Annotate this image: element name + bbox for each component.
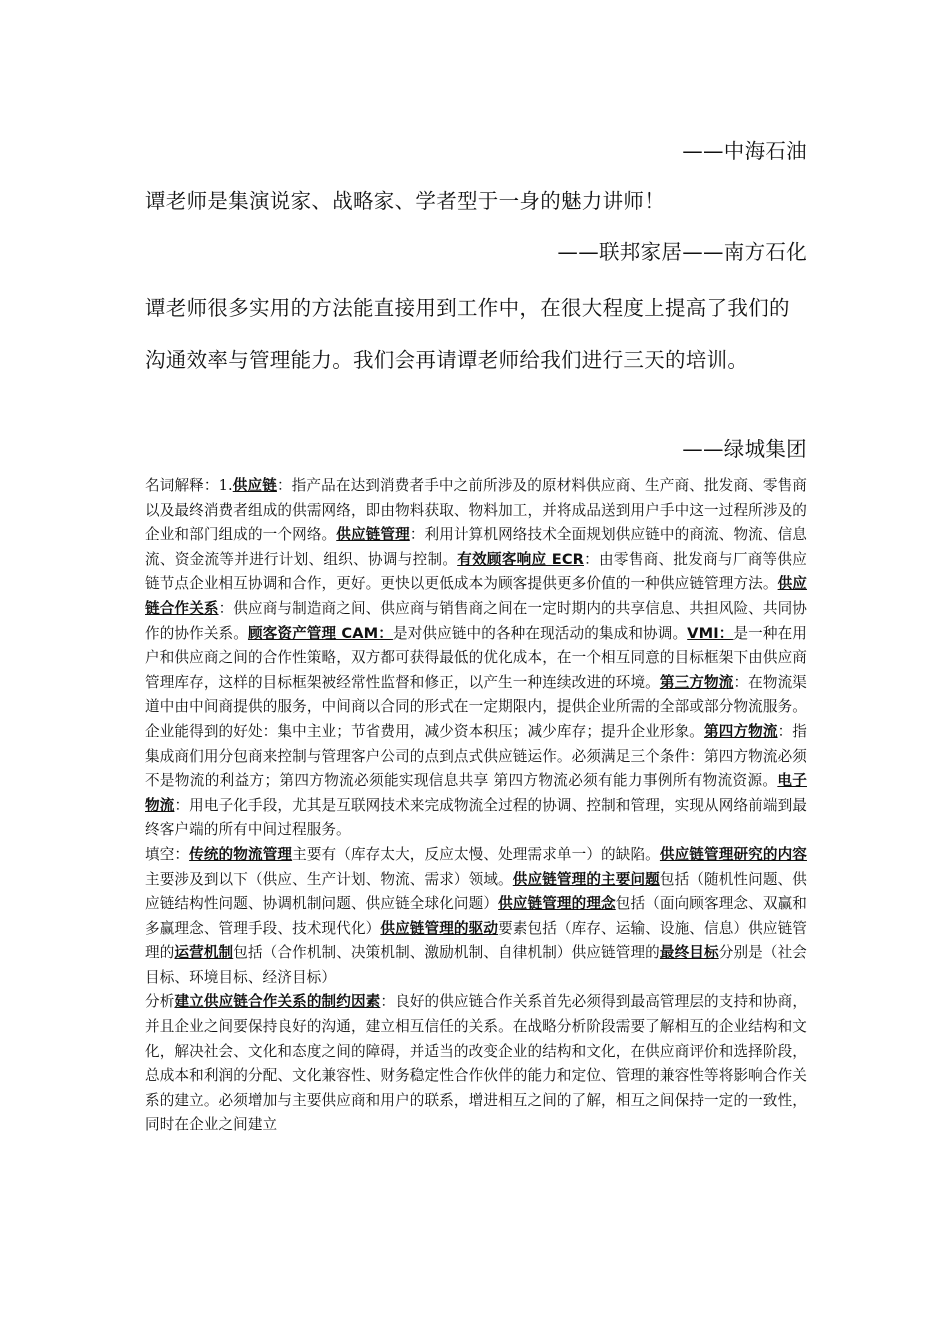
text: 包括（面向顾客理念、双赢和多赢理念、管理手段、技术现代化）: [145, 895, 807, 937]
term-traditional-logistics: 传统的物流管理: [189, 845, 293, 863]
term-scm: 供应链管理: [336, 526, 410, 544]
text: 包括（合作机制、决策机制、激励机制、自律机制）供应链管理的: [233, 944, 660, 962]
text: ：供应商与制造商之间、供应商与销售商之间在一定时期内的共享信息、共担风险、共同协作的协作关系。: [145, 599, 807, 642]
term-scm-research: 供应链管理研究的内容: [659, 845, 807, 863]
body-text: [145, 474, 807, 1138]
term-ecr: 有效顾客响应 ECR: [457, 550, 584, 568]
text: ：用电子化手段，尤其是互联网技术来完成物流全过程的协调、控制和管理，实现从网络前端到最终客户端的所有中间过程服务。: [145, 796, 808, 839]
text: 是一种在用户和供应商之间的合作性策略，双方都可获得最低的优化成本，在一个相互同意的目标框架下由供应商管理库存，这样的目标框架被经常性监督和修正，以产生一种连续改进的环境。: [145, 624, 807, 691]
fill-paragraph: [145, 843, 807, 991]
term-partnership-constraints: 建立供应链合作关系的制约因素: [174, 993, 381, 1011]
text: 分别是（社会目标、环境目标、经济目标）: [145, 944, 807, 986]
text: ：指集成商们用分包商来控制与管理客户公司的点到点式供应链运作。必须满足三个条件：第四方物流必须不是物流的利益方；第四方物流必须能实现信息共享 第四方物流必须有能力事例所有物流资源。: [145, 722, 807, 790]
testimonial-quote: 谭老师很多实用的方法能直接用到工作中，在很大程度上提高了我们的沟通效率与管理能力。我们会再请谭老师给我们进行三天的培训。: [145, 296, 790, 372]
text: 要素包括（库存、运输、设施、信息）供应链管理的: [145, 919, 807, 962]
attribution-greentown: ——绿城集团: [682, 437, 807, 461]
text: 名词解释：1.: [145, 477, 233, 494]
term-supply-chain: 供应链: [232, 477, 277, 494]
text: 主要有（库存太大，反应太慢、处理需求单一）的缺陷。: [292, 845, 660, 863]
attribution-cnooc: ——中海石油: [682, 139, 807, 163]
text: 填空：: [145, 845, 190, 863]
text: ：在物流渠道中由中间商提供的服务，中间商以合同的形式在一定期限内，提供企业所需的全部或部分物流服务。企业能得到的好处：集中主业；节省费用，减少资本积压；减少库存；提升企业形象。: [145, 673, 807, 740]
text: 是对供应链中的各种在现活动的集成和协调。: [392, 624, 688, 642]
text: ：由零售商、批发商与厂商等供应链节点企业相互协调和合作，更好。更快以更低成本为顾客提供更多价值的一种供应链管理方法。: [145, 550, 807, 593]
term-vmi: VMI：: [687, 624, 734, 642]
term-4pl: 第四方物流: [704, 722, 778, 740]
attribution-lianbang-nanfang: ——联邦家居——南方石化: [557, 240, 807, 264]
text: 包括（随机性问题、供应链结构性问题、协调机制问题、供应链全球化问题）: [145, 870, 807, 913]
term-scm-concept: 供应链管理的理念: [498, 895, 616, 913]
text: ：指产品在达到消费者手中之前所涉及的原材料供应商、生产商、批发商、零售商以及最终消费者组成的供需网络，即由物料获取、物料加工，并将成品送到用户手中这一过程所涉及的企业和部门组成的一个网络。: [145, 477, 807, 544]
term-cam: 顾客资产管理 CAM：: [247, 624, 393, 642]
term-scm-issues: 供应链管理的主要问题: [512, 870, 660, 888]
term-partnership: 供应链合作关系: [145, 575, 807, 617]
text: 分析: [145, 993, 175, 1011]
term-final-goal: 最终目标: [659, 944, 719, 962]
term-operation-mechanism: 运营机制: [174, 944, 234, 962]
text: ：利用计算机网络技术全面规划供应链中的商流、物流、信息流、资金流等并进行计划、组织、协调与控制。: [145, 526, 807, 568]
testimonial-quote: 谭老师是集演说家、战略家、学者型于一身的魅力讲师！: [145, 189, 665, 213]
term-3pl: 第三方物流: [659, 673, 734, 691]
text: 主要涉及到以下（供应、生产计划、物流、需求）领域。: [145, 870, 513, 888]
term-e-logistics: 电子物流: [145, 772, 807, 814]
text: ：良好的供应链合作关系首先必须得到最高管理层的支持和协商，并且企业之间要保持良好的沟通，建立相互信任的关系。在战略分析阶段需要了解相互的企业结构和文化，解决社会、文化和态度之间的障碍，并适当的改变企业的结构和文化，在供应商评价和选择阶段，总成本和利润的分配、文化兼容性、财务稳定性合作伙伴的能力和定位、管理的兼容性等将影响合作关系的建立。必须增加与主要供应商和用户的联系，增进相互之间的了解，相互之间保持一定的一致性，同时在企业之间建立: [145, 993, 808, 1134]
analysis-paragraph: [145, 990, 807, 1138]
glossary-paragraph: [145, 474, 807, 843]
term-scm-drivers: 供应链管理的驱动: [380, 919, 499, 937]
